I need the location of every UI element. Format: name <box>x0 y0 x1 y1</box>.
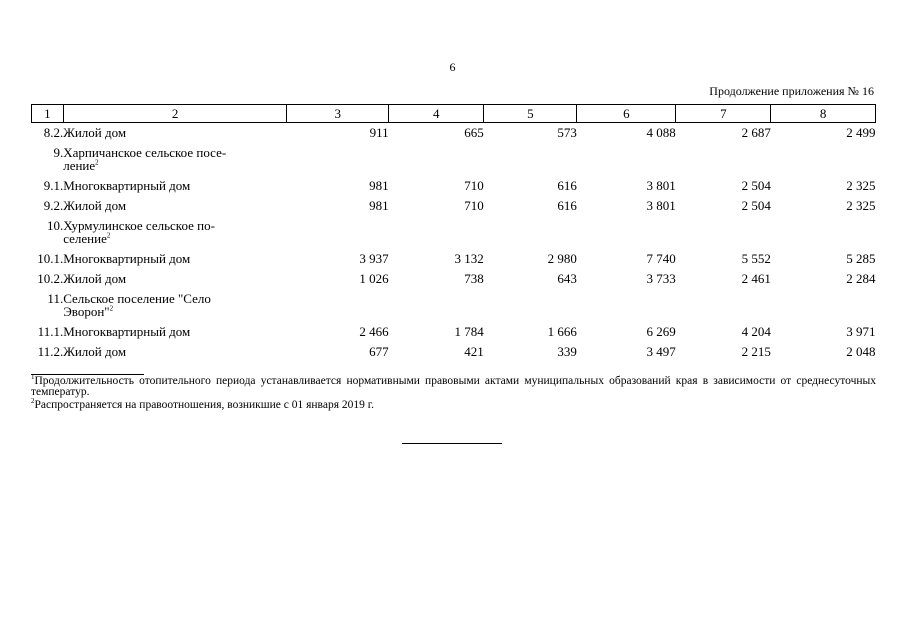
row-name <box>63 322 287 342</box>
value-cell <box>484 216 577 249</box>
row-number: 8.2. <box>43 125 64 140</box>
footnote-text: Продолжительность отопительного периода устанавливается нормативными правовыми актами муниципальных образований края в зависимости от среднесуточных температур. <box>31 375 876 398</box>
value-cell: 4 204 <box>741 324 771 339</box>
value-cell: 616 <box>557 198 577 213</box>
row-name <box>63 196 287 216</box>
value-cell <box>771 289 876 322</box>
value-cell: 2 504 <box>741 178 771 193</box>
table-row <box>32 123 876 144</box>
row-name-text: Многоквартирный дом <box>63 251 191 266</box>
row-name-text: Жилой дом <box>63 271 127 286</box>
data-table <box>31 104 876 362</box>
value-cell: 738 <box>464 271 484 286</box>
table-row <box>32 143 876 176</box>
table-row <box>32 216 876 249</box>
value-cell <box>676 216 771 249</box>
value-cell <box>577 216 676 249</box>
value-cell: 3 971 <box>846 324 876 339</box>
column-header: 5 <box>484 105 577 123</box>
continuation-caption: Продолжение приложения № 16 <box>709 84 874 98</box>
value-cell: 981 <box>369 178 389 193</box>
value-cell: 421 <box>464 344 484 359</box>
value-cell: 1 666 <box>547 324 577 339</box>
value-cell: 2 325 <box>846 178 876 193</box>
value-cell: 2 466 <box>359 324 389 339</box>
footnote-mark: 2 <box>31 397 35 406</box>
value-cell <box>676 289 771 322</box>
row-name-text: Жилой дом <box>63 125 127 140</box>
value-cell <box>287 143 389 176</box>
row-name-text: Сельское поселение "Село Эворон" <box>63 291 211 319</box>
value-cell <box>771 143 876 176</box>
value-cell: 2 325 <box>846 198 876 213</box>
value-cell: 2 499 <box>846 125 876 140</box>
row-name-text: Харпичанское сельское посе- ление <box>63 145 227 173</box>
value-cell: 6 269 <box>646 324 676 339</box>
row-number: 11.1. <box>37 324 64 339</box>
value-cell <box>287 289 389 322</box>
row-number: 9.1. <box>43 178 64 193</box>
value-cell <box>676 143 771 176</box>
value-cell: 3 497 <box>646 344 676 359</box>
value-cell: 3 132 <box>454 251 484 266</box>
footnote-text: Распространяется на правоотношения, возникшие с 01 января 2019 г. <box>34 399 375 411</box>
value-cell: 981 <box>369 198 389 213</box>
row-number: 11. <box>47 291 64 306</box>
table-row <box>32 269 876 289</box>
value-cell: 2 215 <box>741 344 771 359</box>
row-name-text: Хурмулинское сельское по- селение <box>63 218 215 246</box>
row-name <box>63 249 287 269</box>
row-number: 10.1. <box>37 251 64 266</box>
value-cell: 2 048 <box>846 344 876 359</box>
row-number: 11.2. <box>37 344 64 359</box>
footnote-ref: 2 <box>106 231 111 240</box>
value-cell <box>771 216 876 249</box>
value-cell: 1 026 <box>359 271 389 286</box>
value-cell: 4 088 <box>646 125 676 140</box>
value-cell: 911 <box>369 125 389 140</box>
row-name-text: Многоквартирный дом <box>63 324 191 339</box>
value-cell: 2 687 <box>741 125 771 140</box>
value-cell: 616 <box>557 178 577 193</box>
value-cell: 5 552 <box>741 251 771 266</box>
row-number: 10. <box>46 218 64 233</box>
value-cell: 665 <box>464 125 484 140</box>
value-cell <box>484 289 577 322</box>
row-number: 10.2. <box>37 271 64 286</box>
column-header: 4 <box>389 105 484 123</box>
footnote-2 <box>31 397 876 411</box>
row-number: 9. <box>53 145 64 160</box>
page-number: 6 <box>449 60 456 74</box>
value-cell: 677 <box>369 344 389 359</box>
value-cell <box>484 143 577 176</box>
footnote-ref: 2 <box>109 304 114 313</box>
value-cell: 5 285 <box>846 251 876 266</box>
header-row <box>32 105 876 123</box>
row-name <box>63 216 287 249</box>
row-name <box>63 289 287 322</box>
value-cell: 573 <box>557 125 577 140</box>
column-header: 1 <box>32 105 64 123</box>
footnote-ref: 2 <box>95 158 99 167</box>
value-cell: 2 980 <box>547 251 577 266</box>
row-name <box>63 143 287 176</box>
value-cell: 2 504 <box>741 198 771 213</box>
row-name-text: Жилой дом <box>63 344 127 359</box>
table-row <box>32 196 876 216</box>
value-cell: 7 740 <box>646 251 676 266</box>
table-row <box>32 289 876 322</box>
value-cell: 339 <box>557 344 577 359</box>
value-cell: 1 784 <box>454 324 484 339</box>
column-header: 2 <box>63 105 287 123</box>
column-header: 3 <box>287 105 389 123</box>
row-name <box>63 269 287 289</box>
row-name-text: Жилой дом <box>63 198 127 213</box>
value-cell: 3 733 <box>646 271 676 286</box>
value-cell <box>389 289 484 322</box>
footnote-1 <box>31 373 876 398</box>
value-cell: 2 461 <box>741 271 771 286</box>
value-cell: 3 801 <box>646 178 676 193</box>
column-header: 6 <box>577 105 676 123</box>
value-cell <box>389 143 484 176</box>
table-row <box>32 176 876 196</box>
row-name <box>63 342 287 362</box>
value-cell: 2 284 <box>846 271 876 286</box>
row-name <box>63 176 287 196</box>
row-number: 9.2. <box>43 198 64 213</box>
end-line <box>402 443 502 444</box>
row-name-text: Многоквартирный дом <box>63 178 191 193</box>
value-cell: 710 <box>464 178 484 193</box>
column-header: 7 <box>676 105 771 123</box>
value-cell <box>577 143 676 176</box>
table-row <box>32 249 876 269</box>
value-cell: 710 <box>464 198 484 213</box>
table-row <box>32 322 876 342</box>
value-cell: 3 801 <box>646 198 676 213</box>
value-cell: 3 937 <box>359 251 389 266</box>
row-name <box>63 123 287 144</box>
table-row <box>32 342 876 362</box>
value-cell <box>287 216 389 249</box>
column-header: 8 <box>771 105 876 123</box>
value-cell <box>577 289 676 322</box>
value-cell <box>389 216 484 249</box>
value-cell: 643 <box>557 271 577 286</box>
footnote-mark: 1 <box>31 373 35 382</box>
